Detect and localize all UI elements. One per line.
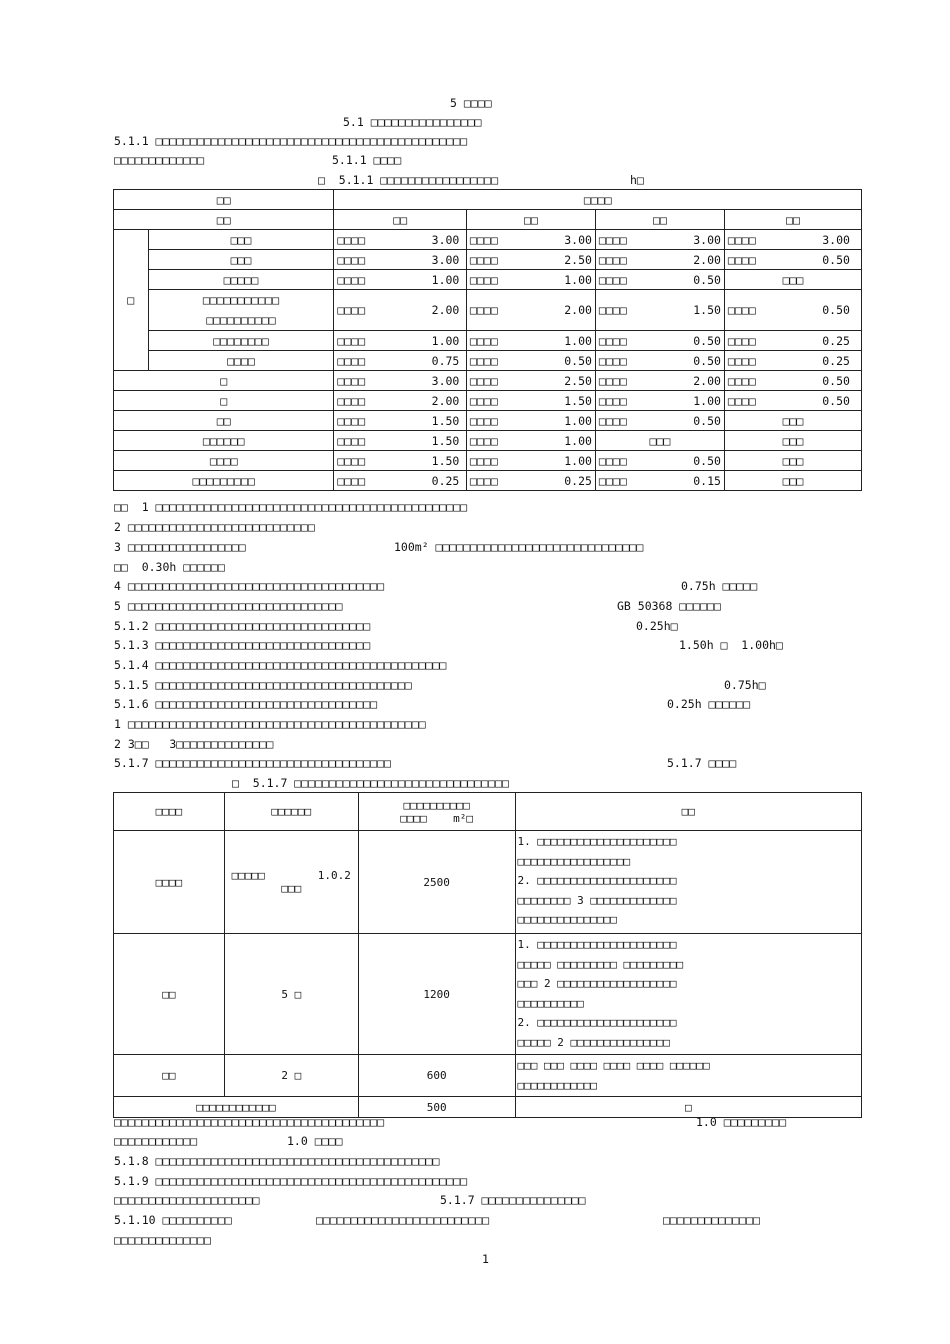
table-cell: [595, 391, 724, 411]
table-cell-desc: [515, 1097, 861, 1118]
cell-label: □□□□: [337, 232, 366, 247]
table-cell: □□: [114, 934, 225, 1055]
row-label: □□□□: [114, 451, 334, 471]
cell-value: 0.75: [431, 353, 460, 368]
cell-label: □□□□: [469, 353, 498, 368]
text-line: 1.50h □ 1.00h□: [679, 638, 783, 652]
cell-label: □□□□: [337, 413, 366, 428]
cell-value: 1.50: [431, 413, 460, 428]
cell-label: □□□□: [598, 353, 627, 368]
table-cell: [466, 451, 595, 471]
cell-label: □□□□: [469, 453, 498, 468]
cell-value: 2.00: [693, 252, 721, 267]
table-cell: [334, 471, 467, 491]
table-cell: [334, 391, 467, 411]
text-line: 5 □□□□: [450, 96, 492, 110]
table-cell: [466, 290, 595, 331]
cell-label: □□□□: [598, 393, 627, 408]
cell-value: 2.00: [564, 303, 592, 317]
desc-line: 1. □□□□□□□□□□□□□□□□□□□□□: [517, 938, 677, 951]
text-line: 1 □□□□□□□□□□□□□□□□□□□□□□□□□□□□□□□□□□□□□□□□□□□: [114, 717, 426, 731]
cell-label: □□□□: [727, 373, 756, 388]
cell-label: □□□□: [727, 303, 756, 317]
cell-value: 2.00: [431, 303, 460, 317]
cell-label: □□□□: [598, 413, 627, 428]
text-line: GB 50368 □□□□□□: [617, 599, 721, 613]
text-line: 5.1.1 □□□□□□□□□□□□□□□□□□□□□□□□□□□□□□□□□□□□□□□□□□□□□: [114, 134, 468, 148]
desc-line: 2. □□□□□□□□□□□□□□□□□□□□□: [517, 874, 677, 887]
table-cell: □□□□□□□□□□□□: [114, 1097, 359, 1118]
cell-value: 3.00: [431, 373, 460, 388]
table-header: □□: [515, 793, 861, 831]
table-cell: [466, 250, 595, 270]
cell-label: □□□□: [727, 232, 756, 247]
text-line: □ 5.1.7 □□□□□□□□□□□□□□□□□□□□□□□□□□□□□□□: [232, 776, 509, 790]
table-cell: [466, 270, 595, 290]
text-line: 2 3□□ 3□□□□□□□□□□□□□□: [114, 737, 274, 751]
table-cell: 5 □: [224, 934, 358, 1055]
cell-label: □□□□: [469, 303, 498, 317]
desc-line: 2. □□□□□□□□□□□□□□□□□□□□□: [517, 1016, 677, 1029]
text-line: 5.1 □□□□□□□□□□□□□□□□: [343, 115, 482, 129]
text-line: 2 □□□□□□□□□□□□□□□□□□□□□□□□□□□: [114, 520, 315, 534]
cell-label: □□□□: [469, 333, 498, 348]
cell-label: □□□□: [469, 433, 498, 448]
table-cell: [334, 270, 467, 290]
cell-label: □□□□: [337, 373, 366, 388]
text-line: 1: [482, 1252, 489, 1266]
table-cell: [595, 471, 724, 491]
text-line: 5.1.7 □□□□□□□□□□□□□□□: [440, 1193, 586, 1207]
cell-value: 3.00: [822, 232, 850, 247]
cell-value: 0.50: [693, 413, 721, 428]
cell-value: 1.00: [564, 272, 592, 287]
table-cell: [595, 371, 724, 391]
table-cell: [724, 371, 861, 391]
text-line: □□□□□□□□□□□□□□: [114, 1233, 211, 1247]
table-cell: [595, 451, 724, 471]
row-label: □□□: [148, 230, 334, 250]
table-cell: □□□□: [114, 831, 225, 934]
table-cell: [595, 290, 724, 331]
cell-label: □□□□: [598, 373, 627, 388]
table-header: □□: [595, 210, 724, 230]
row-label: □□□□□□□□□□□ □□□□□□□□□□: [148, 290, 334, 331]
cell-label: □□□□: [469, 252, 498, 267]
desc-line: □□□□□□□□□□□□□□□: [517, 913, 617, 926]
table-cell: [724, 250, 861, 270]
table-cell: [466, 351, 595, 371]
text-line: 0.75h□: [724, 678, 766, 692]
table-header: □□□□□□□□□□ □□□□ m²□: [358, 793, 515, 831]
text-line: 3 □□□□□□□□□□□□□□□□□: [114, 540, 246, 554]
table-cell: [334, 451, 467, 471]
table-cell-desc: [515, 934, 861, 1055]
desc-line: □□□□□□□□□□□□□□□□□: [517, 854, 631, 868]
table-cell: [334, 250, 467, 270]
cell-value: 0.25: [822, 333, 850, 348]
cell-value: 1.00: [564, 453, 592, 468]
table-cell: □□□: [595, 431, 724, 451]
cell-label: □□□□: [598, 232, 627, 247]
cell-value: 0.50: [693, 272, 721, 287]
table-cell: [334, 290, 467, 331]
text-line: □□□□□□□□□□□□□□□□□□□□□□□□□: [316, 1213, 490, 1227]
text-line: □□□□□□□□□□□□□□□□□□□□□: [114, 1193, 260, 1207]
cell-value: 2.00: [431, 393, 460, 408]
text-line: 100m² □□□□□□□□□□□□□□□□□□□□□□□□□□□□□□: [394, 540, 644, 554]
cell-value: 0.50: [822, 252, 850, 267]
cell-value: 2.50: [564, 252, 592, 267]
table-header: □□: [334, 210, 467, 230]
table-cell: 2500: [358, 831, 515, 934]
text-line: 5.1.10 □□□□□□□□□□: [114, 1213, 232, 1227]
table-cell: □□□: [724, 411, 861, 431]
table-cell: [595, 411, 724, 431]
row-label: □□□: [148, 250, 334, 270]
cell-label: □□□□: [337, 473, 366, 488]
text-line: 5.1.8 □□□□□□□□□□□□□□□□□□□□□□□□□□□□□□□□□□□□□□□□□: [114, 1154, 440, 1168]
cell-value: 0.50: [693, 333, 721, 348]
cell-value: 0.25: [431, 473, 460, 488]
desc-line: □□□□□□□□□□□□: [517, 1078, 598, 1092]
cell-label: □□□□: [469, 272, 498, 287]
table-cell: [724, 230, 861, 250]
cell-value: 3.00: [564, 232, 592, 247]
text-line: □□ 1 □□□□□□□□□□□□□□□□□□□□□□□□□□□□□□□□□□□□□□□□□□□□□: [114, 500, 468, 514]
cell-label: □□□□: [337, 303, 366, 317]
table-header: □□□□□□: [224, 793, 358, 831]
desc-line: □: [684, 1100, 692, 1114]
table-cell: [724, 391, 861, 411]
row-label: □□□□□: [148, 270, 334, 290]
cell-value: 0.50: [564, 353, 592, 368]
table-cell: [724, 331, 861, 351]
text-line: 5.1.6 □□□□□□□□□□□□□□□□□□□□□□□□□□□□□□□□: [114, 697, 378, 711]
table-header: □□: [466, 210, 595, 230]
text-line: 5.1.1 □□□□: [332, 153, 402, 167]
table-cell: [595, 230, 724, 250]
text-line: 5.1.5 □□□□□□□□□□□□□□□□□□□□□□□□□□□□□□□□□□□□□: [114, 678, 412, 692]
cell-value: 0.50: [822, 393, 850, 408]
table-cell: [334, 371, 467, 391]
table-cell-desc: [515, 1055, 861, 1097]
table-cell: 1200: [358, 934, 515, 1055]
row-group-label: □: [114, 230, 149, 371]
text-line: 5.1.4 □□□□□□□□□□□□□□□□□□□□□□□□□□□□□□□□□□□□□□□□□□: [114, 658, 447, 672]
cell-value: 0.25: [564, 473, 592, 488]
table-cell: □□: [114, 1055, 225, 1097]
desc-line: □□□ 2 □□□□□□□□□□□□□□□□□□: [517, 977, 677, 990]
cell-value: 3.00: [431, 232, 460, 247]
cell-label: □□□□: [598, 303, 627, 317]
table-cell: □□□: [724, 270, 861, 290]
text-line: 5.1.7 □□□□□□□□□□□□□□□□□□□□□□□□□□□□□□□□□□: [114, 756, 391, 770]
table-cell: [466, 391, 595, 411]
table-cell: [724, 290, 861, 331]
text-line: 5.1.7 □□□□: [667, 756, 737, 770]
table-cell: □□□: [724, 431, 861, 451]
cell-label: □□□□: [337, 353, 366, 368]
table-cell: [334, 411, 467, 431]
cell-label: □□□□: [727, 252, 756, 267]
row-label: □: [114, 371, 334, 391]
cell-value: 1.50: [431, 453, 460, 468]
table-cell: [334, 331, 467, 351]
row-label: □□□□□□□□: [148, 331, 334, 351]
table-cell: [334, 431, 467, 451]
cell-value: 1.00: [693, 393, 721, 408]
cell-label: □□□□: [469, 473, 498, 488]
cell-label: □□□□: [337, 433, 366, 448]
table-header: □□□□: [114, 793, 225, 831]
row-label: □□: [114, 411, 334, 431]
table-cell: [466, 471, 595, 491]
text-line: 5.1.2 □□□□□□□□□□□□□□□□□□□□□□□□□□□□□□□: [114, 619, 371, 633]
table-cell: 2 □: [224, 1055, 358, 1097]
row-label: □: [114, 391, 334, 411]
cell-label: □□□□: [469, 413, 498, 428]
text-line: □□□□□□□□□□□□: [114, 1134, 198, 1148]
desc-line: □□□□□□□□□□: [517, 996, 584, 1010]
text-line: 0.25h□: [636, 619, 678, 633]
cell-value: 1.50: [693, 303, 721, 317]
table-cell: [466, 331, 595, 351]
cell-label: □□□□: [598, 453, 627, 468]
cell-value: 1.00: [431, 333, 460, 348]
text-line: 0.75h □□□□□: [681, 579, 758, 593]
cell-label: □□□□: [337, 333, 366, 348]
cell-label: □□□□: [337, 272, 366, 287]
table-cell: [724, 351, 861, 371]
table-cell: □□□: [724, 451, 861, 471]
text-line: □ 5.1.1 □□□□□□□□□□□□□□□□□: [318, 173, 499, 187]
cell-label: □□□□: [727, 333, 756, 348]
cell-value: 2.50: [564, 373, 592, 388]
table-cell: 500: [358, 1097, 515, 1118]
table-cell: [466, 371, 595, 391]
table-cell-desc: [515, 831, 861, 934]
text-line: 5.1.3 □□□□□□□□□□□□□□□□□□□□□□□□□□□□□□□: [114, 638, 371, 652]
row-label: □□□□□□: [114, 431, 334, 451]
cell-value: 0.50: [693, 353, 721, 368]
cell-label: □□□□: [598, 333, 627, 348]
table-cell: [595, 270, 724, 290]
table-cell: [334, 230, 467, 250]
table-cell: 600: [358, 1055, 515, 1097]
cell-value: 1.50: [564, 393, 592, 408]
text-line: 1.0 □□□□□□□□□: [696, 1115, 787, 1129]
cell-label: □□□□: [337, 252, 366, 267]
cell-value: 0.25: [822, 353, 850, 368]
cell-label: □□□□: [337, 453, 366, 468]
table-header: □□: [724, 210, 861, 230]
text-line: h□: [630, 173, 644, 187]
cell-value: 3.00: [431, 252, 460, 267]
desc-line: □□□□□ 2 □□□□□□□□□□□□□□□: [517, 1035, 670, 1049]
text-line: 4 □□□□□□□□□□□□□□□□□□□□□□□□□□□□□□□□□□□□□: [114, 579, 385, 593]
cell-value: 3.00: [693, 232, 721, 247]
table-cell: [595, 250, 724, 270]
desc-line: □□□□□□□□ 3 □□□□□□□□□□□□□: [517, 893, 677, 907]
desc-line: □□□ □□□ □□□□ □□□□ □□□□ □□□□□□: [517, 1059, 710, 1072]
table-header: □□□□: [334, 190, 862, 210]
desc-line: 1. □□□□□□□□□□□□□□□□□□□□□: [517, 835, 677, 848]
row-label: □□□□: [148, 351, 334, 371]
text-line: 5.1.9 □□□□□□□□□□□□□□□□□□□□□□□□□□□□□□□□□□□□□□□□□□□□□: [114, 1174, 468, 1188]
text-line: 5 □□□□□□□□□□□□□□□□□□□□□□□□□□□□□□□: [114, 599, 343, 613]
cell-value: 1.00: [564, 333, 592, 348]
cell-label: □□□□: [727, 393, 756, 408]
table-cell: [334, 351, 467, 371]
cell-value: 1.00: [564, 413, 592, 428]
cell-value: 2.00: [693, 373, 721, 388]
text-line: 0.25h □□□□□□: [667, 697, 751, 711]
cell-label: □□□□: [469, 232, 498, 247]
cell-value: 0.15: [693, 473, 721, 488]
cell-value: 0.50: [822, 303, 850, 317]
table-cell: [466, 411, 595, 431]
cell-label: □□□□: [469, 373, 498, 388]
cell-value: 0.50: [693, 453, 721, 468]
table-cell: [595, 351, 724, 371]
cell-label: □□□□: [598, 473, 627, 488]
table-cell: [595, 331, 724, 351]
table-cell: □□□: [724, 471, 861, 491]
fire-resistance-table: [113, 189, 862, 491]
cell-label: □□□□: [337, 393, 366, 408]
text-line: □□□□□□□□□□□□□□□□□□□□□□□□□□□□□□□□□□□□□□□: [114, 1115, 385, 1129]
cell-label: □□□□: [727, 353, 756, 368]
cell-label: □□□□: [598, 272, 627, 287]
row-label: □□□□□□□□□: [114, 471, 334, 491]
text-line: □□□□□□□□□□□□□: [114, 153, 205, 167]
fire-compartment-table: [113, 792, 862, 1118]
text-line: 1.0 □□□□: [287, 1134, 343, 1148]
text-line: □□□□□□□□□□□□□□: [663, 1213, 760, 1227]
text-line: □□ 0.30h □□□□□□: [114, 560, 225, 574]
cell-label: □□□□: [469, 393, 498, 408]
table-header: □□: [114, 210, 334, 230]
table-cell: [466, 431, 595, 451]
desc-line: □□□□□ □□□□□□□□□ □□□□□□□□□: [517, 957, 684, 971]
cell-value: 0.50: [822, 373, 850, 388]
cell-label: □□□□: [598, 252, 627, 267]
cell-value: 1.00: [431, 272, 460, 287]
table-cell: □□□□□ 1.0.2 □□□: [224, 831, 358, 934]
cell-value: 1.50: [431, 433, 460, 448]
cell-value: 1.00: [564, 433, 592, 448]
table-cell: [466, 230, 595, 250]
table-header: □□: [114, 190, 334, 210]
